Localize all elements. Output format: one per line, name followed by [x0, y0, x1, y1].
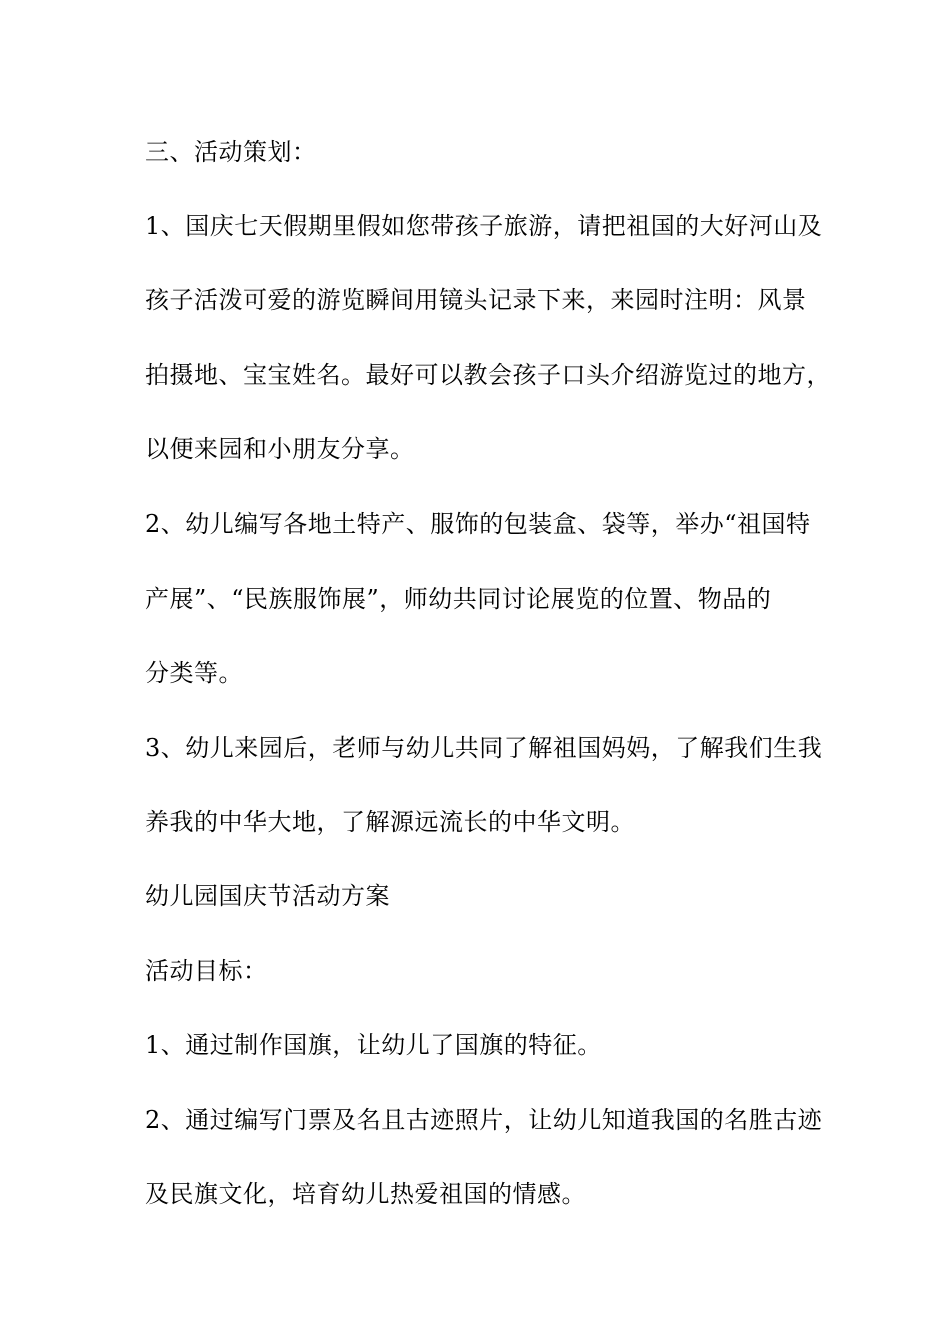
section-heading-activity-goals: 活动目标：	[145, 957, 268, 985]
paragraph-line: 以便来园和小朋友分享。	[145, 435, 415, 463]
paragraph-line: 拍摄地、宝宝姓名。最好可以教会孩子口头介绍游览过的地方，	[145, 361, 831, 389]
paragraph-line: 2、幼儿编写各地土特产、服饰的包装盒、袋等，举办“祖国特	[145, 510, 811, 538]
paragraph-line: 3、幼儿来园后，老师与幼儿共同了解祖国妈妈，了解我们生我	[145, 734, 823, 762]
paragraph-line: 及民旗文化，培育幼儿热爱祖国的情感。	[145, 1180, 586, 1208]
paragraph-line: 分类等。	[145, 659, 243, 687]
paragraph-line: 养我的中华大地，了解源远流长的中华文明。	[145, 808, 635, 836]
paragraph-line: 孩子活泼可爱的游览瞬间用镜头记录下来，来园时注明：风景	[145, 286, 807, 314]
section-heading-activity-plan: 三、活动策划：	[145, 138, 317, 166]
section-title-national-day-plan: 幼儿园国庆节活动方案	[145, 882, 390, 910]
paragraph-line: 1、国庆七天假期里假如您带孩子旅游，请把祖国的大好河山及	[145, 212, 823, 240]
paragraph-line: 1、通过制作国旗，让幼儿了国旗的特征。	[145, 1031, 602, 1059]
paragraph-line: 2、通过编写门票及名且古迹照片，让幼儿知道我国的名胜古迹	[145, 1106, 823, 1134]
paragraph-line: 产展”、“民族服饰展”，师幼共同讨论展览的位置、物品的	[145, 585, 772, 613]
